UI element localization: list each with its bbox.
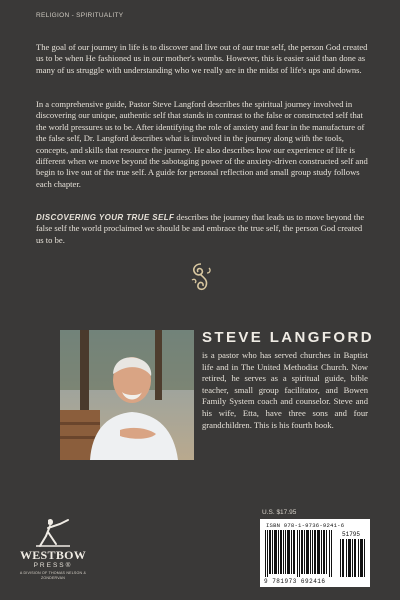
author-photo [60, 330, 194, 460]
category-label: RELIGION - SPIRITUALITY [36, 12, 124, 19]
author-name: STEVE LANGFORD [202, 329, 374, 346]
price-label: U.S. $17.95 [262, 509, 297, 516]
publisher-press: PRESS® [33, 562, 73, 569]
book-title-inline: DISCOVERING YOUR TRUE SELF [36, 213, 175, 222]
description-paragraph-3-text: describes the journey that leads us to move beyond the false self the world proclaimed we should be and embrace the true self, the person God created us to be. [36, 212, 365, 245]
publisher-division: A DIVISION OF THOMAS NELSON & ZONDERVAN [19, 571, 87, 580]
publisher-name: WESTBOW [19, 548, 87, 562]
flourish-ornament-icon [186, 260, 216, 294]
sower-icon [34, 516, 72, 548]
author-bio: is a pastor who has served churches in Baptist life and in The United Methodist Church. Now retired, he serves as a spiritual guide, bible teacher, small group facilitator, and Bowen Family System coach and counselor. Steve and his wife, Etta, have three sons and four grandchildren. This is his fourth book. [202, 350, 368, 430]
barcode-addon-bars [340, 539, 366, 577]
publisher-logo [18, 512, 88, 592]
barcode-bars [265, 530, 335, 577]
description-paragraph-1: The goal of our journey in life is to discover and live out of our true self, the person God created us to be when He fashioned us in our mother's wombs. However, this is easier said than done as many of us struggle with understanding who we really are in the midst of life's ups and downs. [36, 42, 368, 75]
barcode-digits: 9 781973 692416 [264, 578, 326, 585]
barcode-addon-digits: 51795 [342, 531, 361, 538]
isbn-barcode [260, 519, 370, 587]
description-paragraph-3 [36, 212, 370, 246]
isbn-text: ISBN 978-1-9736-9241-6 [266, 522, 345, 529]
description-paragraph-2: In a comprehensive guide, Pastor Steve Langford describes the spiritual journey involved in discovering our unique, authentic self that stands in contrast to the false or constructed self that the world pressures us to be. After identifying the role of anxiety and fear in the manufacture of the false self, Dr. Langford describes what is involved in the journey along with the tools, concepts, and skills that resource the journey. He also describes how our experience of life is different when we move beyond the sabotaging power of the anxiety-driven constructed self and begin to live out of the true self. A guide for personal reflection and small group study follows each chapter. [36, 99, 368, 189]
